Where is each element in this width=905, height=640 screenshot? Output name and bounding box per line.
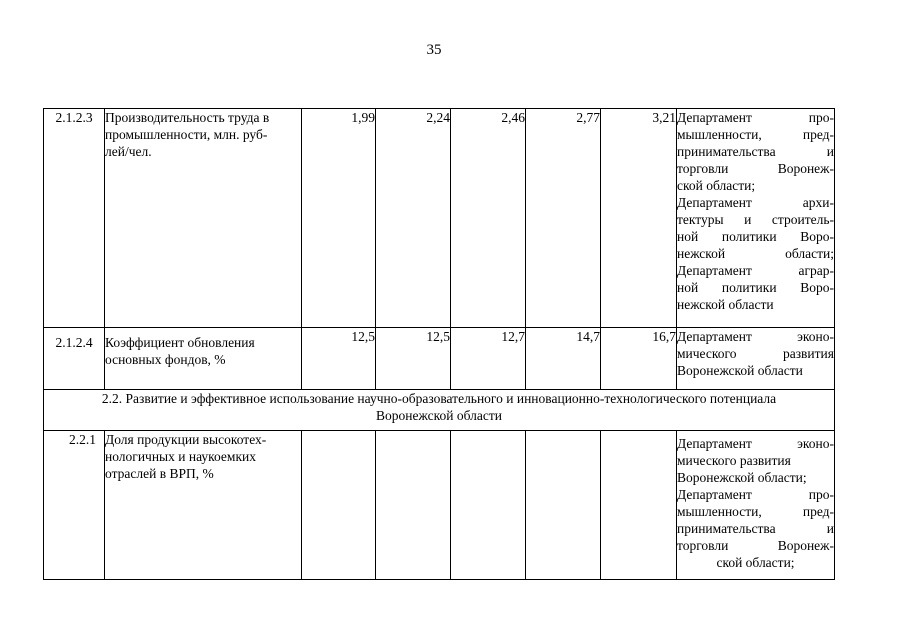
responsible-line: Департамент про- [677,110,834,125]
indicator-name-line: основных фондов, % [105,352,226,367]
responsible-line: торговли Воронеж- [677,161,834,176]
table-row [44,328,835,390]
value-cell: 1,99 [302,109,376,328]
responsible-line: ной политики Воро- [677,229,834,244]
value-cell [601,431,677,580]
responsible-line: принимательства и [677,521,834,536]
responsible-cell [677,109,835,328]
indicator-name-line: Производительность труда в [105,110,270,125]
value-cell [376,431,451,580]
responsible-line: нежской области; [677,246,834,261]
value-cell: 2,46 [451,109,526,328]
responsible-line: Департамент про- [677,487,834,502]
responsible-line: принимательства и [677,144,834,159]
page-number: 35 [426,42,442,58]
responsible-line: Департамент эконо- [677,436,834,451]
row-code: 2.1.2.3 [44,109,105,328]
indicator-name-line: Коэффициент обновления [105,335,255,350]
table-row [44,431,835,580]
responsible-cell [677,328,835,390]
indicator-name [105,328,302,390]
indicator-name-line: лей/чел. [105,144,152,159]
row-code: 2.2.1 [44,431,105,580]
value-cell: 12,5 [376,328,451,390]
section-title-line: Воронежской области [376,408,502,423]
value-cell: 14,7 [526,328,601,390]
responsible-line: мического развития [677,453,791,468]
value-cell: 12,5 [302,328,376,390]
responsible-line: ской области; [677,178,756,193]
responsible-line: мышленности, пред- [677,504,834,519]
responsible-line: Департамент эконо- [677,329,834,344]
value-cell [526,431,601,580]
responsible-line: мического развития [677,346,834,361]
indicator-name-line: промышленности, млн. руб- [105,127,268,142]
indicator-name-line: отраслей в ВРП, % [105,466,214,481]
value-cell: 2,24 [376,109,451,328]
responsible-line: нежской области [677,297,774,312]
responsible-line: Департамент аграр- [677,263,834,278]
value-cell: 12,7 [451,328,526,390]
responsible-line: ской области; [716,555,795,570]
responsible-cell [677,431,835,580]
row-code: 2.1.2.4 [44,328,105,390]
table-row [44,109,835,328]
section-row [44,390,835,431]
section-title-line: 2.2. Развитие и эффективное использование научно-образовательного и инновационно-технологического потенциала [101,391,777,406]
value-cell [302,431,376,580]
value-cell [451,431,526,580]
responsible-line: мышленности, пред- [677,127,834,142]
responsible-line: ной политики Воро- [677,280,834,295]
indicator-name [105,431,302,580]
responsible-line: Воронежской области [677,363,803,378]
section-title [44,390,835,431]
indicator-name-line: Доля продукции высокотех- [105,432,267,447]
value-cell: 16,7 [601,328,677,390]
value-cell: 2,77 [526,109,601,328]
value-cell: 3,21 [601,109,677,328]
responsible-line: тектуры и строитель- [677,212,834,227]
responsible-line: Департамент архи- [677,195,834,210]
responsible-line: торговли Воронеж- [677,538,834,553]
indicator-name [105,109,302,328]
responsible-line: Воронежской области; [677,470,807,485]
indicator-name-line: нологичных и наукоемких [105,449,256,464]
indicators-table [43,108,835,580]
